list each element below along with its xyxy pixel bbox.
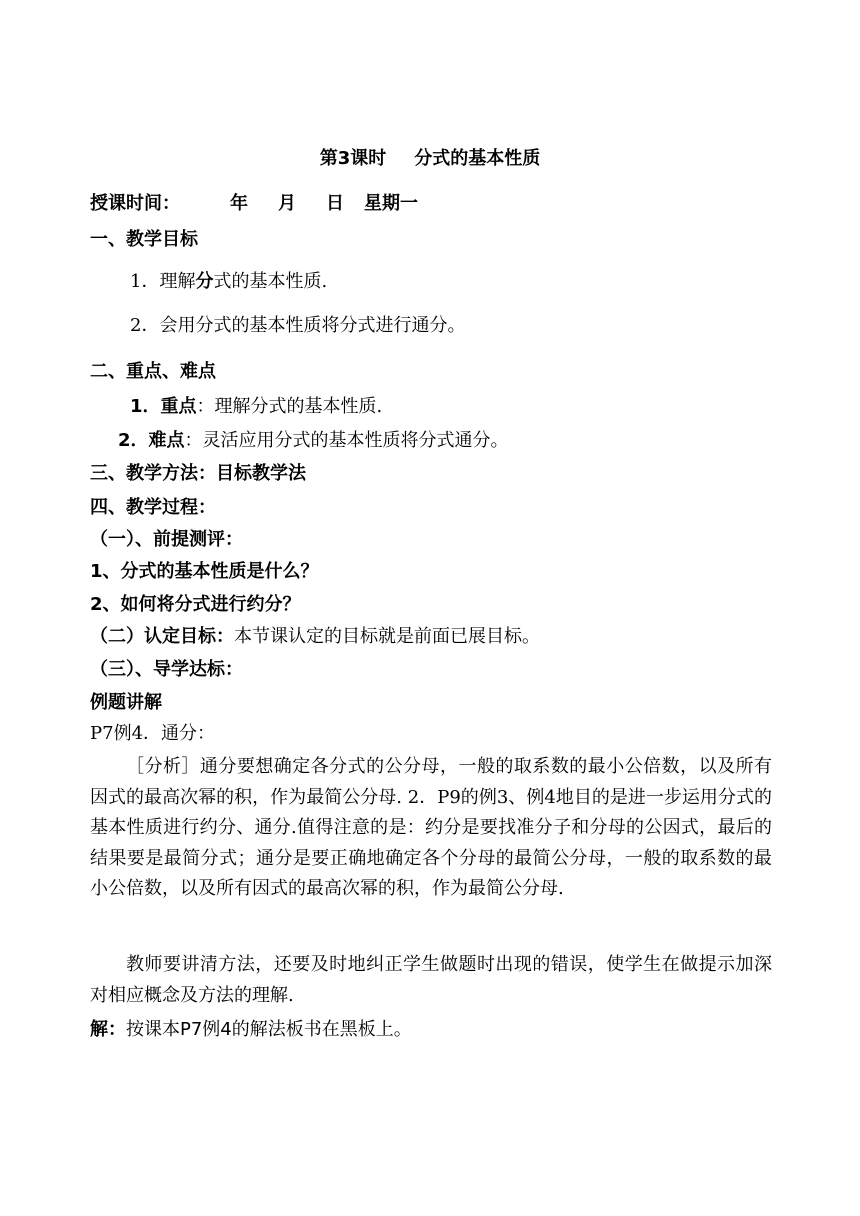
lesson-number: 第3课时 (319, 148, 387, 169)
time-weekday: 星期一 (364, 193, 418, 214)
key-point: 1．重点：理解分式的基本性质. (130, 396, 383, 417)
time-month: 月 (278, 193, 296, 214)
time-day: 日 (326, 193, 344, 214)
section4-heading: 四、教学过程： (90, 497, 216, 518)
section2-heading: 二、重点、难点 (90, 361, 216, 382)
goal-item-1: 1．理解分式的基本性质. (130, 271, 328, 292)
example-heading: 例题讲解 (90, 692, 162, 713)
time-label: 授课时间： (90, 193, 180, 214)
goal-item-2: 2．会用分式的基本性质将分式进行通分。 (130, 315, 466, 336)
hard-point: 2．难点：灵活应用分式的基本性质将分式通分。 (118, 430, 509, 451)
section3-heading: 三、教学方法：目标教学法 (90, 463, 306, 484)
teacher-paragraph: 教师要讲清方法，还要及时地纠正学生做题时出现的错误，使学生在做提示加深对相应概念及方法的理解. (90, 954, 772, 1006)
page-title (0, 147, 860, 171)
question-1: 1、分式的基本性质是什么？ (90, 561, 319, 582)
solution-line: 解：按课本P7例4的解法板书在黑板上。 (90, 1019, 412, 1040)
step3-heading: （三）、导学达标： (90, 659, 243, 680)
lesson-topic: 分式的基本性质 (414, 148, 541, 169)
step1-heading: （一）、前提测评： (90, 529, 243, 550)
question-2: 2、如何将分式进行约分？ (90, 594, 301, 615)
step2-line: （二）认定目标：本节课认定的目标就是前面已展目标。 (90, 626, 540, 647)
analysis-paragraph: ［分析］通分要想确定各分式的公分母，一般的取系数的最小公倍数，以及所有因式的最高次幂的积，作为最简公分母. 2．P9的例3、例4地目的是进一步运用分式的基本性质进行约分、通分.值得注意的是：约分是要找准分子和分母的公因式，最后的结果要是最简分式；通分是要正确地确定各个分母的最简公分母，一般的取系数的最小公倍数，以及所有因式的最高次幂的积，作为最简公分母. (90, 756, 772, 899)
time-year: 年 (230, 193, 248, 214)
key-label: 1．重点 (130, 396, 197, 417)
solution-label: 解： (90, 1019, 126, 1040)
example-line: P7例4．通分： (90, 723, 216, 744)
step2-label: （二）认定目标： (90, 626, 234, 647)
hard-label: 2．难点 (118, 430, 185, 451)
teaching-time (90, 192, 418, 216)
section1-heading: 一、教学目标 (90, 229, 198, 250)
